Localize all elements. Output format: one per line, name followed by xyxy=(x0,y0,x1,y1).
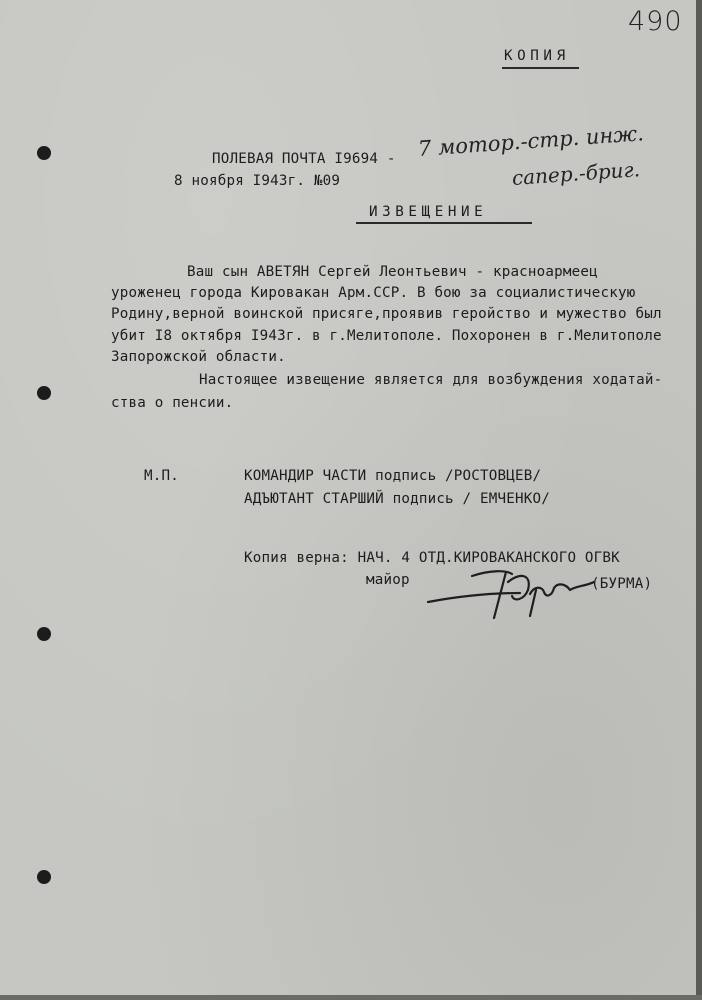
stamp-place-mark: М.П. xyxy=(144,468,179,484)
notice-title-underline xyxy=(356,222,532,224)
body-line-5: Запорожской области. xyxy=(111,349,286,365)
binder-hole xyxy=(37,386,51,400)
body-line-1: Ваш сын АВЕТЯН Сергей Леонтьевич - красноармеец xyxy=(187,264,598,280)
page-edge-shadow xyxy=(696,0,702,1000)
notice-date-number: 8 ноября I943г. №09 xyxy=(174,173,341,189)
certification-line: Копия верна: НАЧ. 4 ОТД.КИРОВАКАНСКОГО ОГВК xyxy=(244,550,620,566)
body-line-2: уроженец города Кировакан Арм.ССР. В бою за социалистическую xyxy=(111,285,636,301)
page-edge-bottom xyxy=(0,995,702,1000)
binder-hole xyxy=(37,627,51,641)
copy-label-underline xyxy=(502,67,579,69)
certifier-rank: майор xyxy=(366,572,410,588)
body-line-6: Настоящее извещение является для возбуждения ходатай- xyxy=(199,372,663,388)
commander-signature-line: КОМАНДИР ЧАСТИ подпись /РОСТОВЦЕВ/ xyxy=(244,468,542,484)
body-line-3: Родину,верной воинской присяге,проявив геройство и мужество был xyxy=(111,306,662,322)
handwritten-unit-note-line2: сапер.-бриг. xyxy=(511,157,641,190)
adjutant-signature-line: АДЪЮТАНТ СТАРШИЙ подпись / ЕМЧЕНКО/ xyxy=(244,491,550,507)
handwritten-signature xyxy=(420,560,600,625)
handwritten-unit-note-line1: 7 мотор.-стр. инж. xyxy=(417,121,645,161)
notice-title: ИЗВЕЩЕНИЕ xyxy=(369,204,488,220)
body-line-7: ства о пенсии. xyxy=(111,395,234,411)
archive-number: 490 xyxy=(628,6,683,37)
body-line-4: убит I8 октября I943г. в г.Мелитополе. Похоронен в г.Мелитополе xyxy=(111,328,662,344)
binder-hole xyxy=(37,870,51,884)
field-post-number: ПОЛЕВАЯ ПОЧТА I9694 - xyxy=(212,151,396,167)
certifier-name: (БУРМА) xyxy=(591,576,653,592)
copy-label: КОПИЯ xyxy=(504,48,570,64)
binder-hole xyxy=(37,146,51,160)
